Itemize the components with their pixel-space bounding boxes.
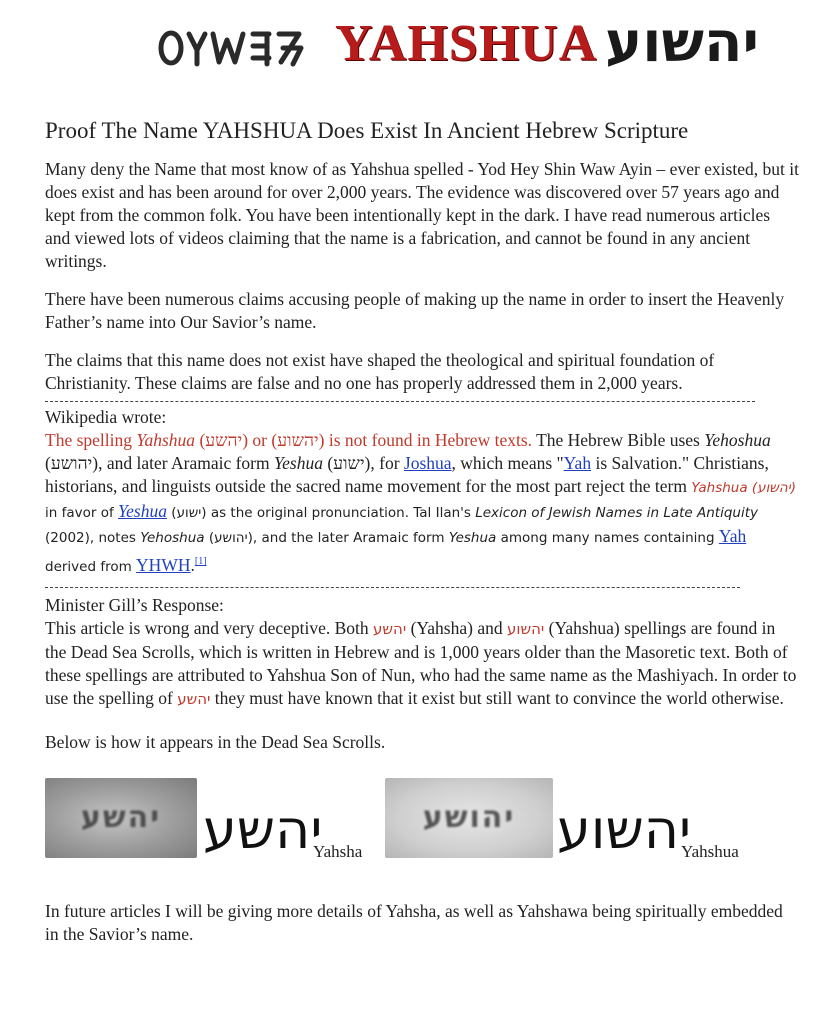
quote-text: , which means " bbox=[451, 453, 564, 473]
quote-text: (ישוע), for bbox=[322, 453, 404, 473]
scroll-caption-yahsha: Yahsha bbox=[313, 841, 363, 861]
quote-text: (2002), notes bbox=[45, 530, 141, 546]
scroll-image-yahshua bbox=[385, 778, 553, 858]
response-part: they must have known that it exist but still want to convince the world otherwise. bbox=[210, 687, 784, 708]
scroll-evidence-row bbox=[45, 778, 799, 870]
response-part: (Yahsha) and bbox=[406, 617, 507, 638]
response-text bbox=[45, 617, 799, 711]
footer-text: In future articles I will be giving more details of Yahsha, as well as Yahshawa being spiritually embedded in the Savior’s name. bbox=[45, 900, 783, 944]
claim-red-b: (יהשע) or (יהשוע) is not found in Hebrew texts. bbox=[195, 430, 533, 450]
reference-link[interactable]: [1] bbox=[194, 556, 207, 567]
scroll-image-yahsha bbox=[45, 778, 197, 858]
paragraph-3: The claims that this name does not exist have shaped the theological and spiritual foundation of Christianity. These claims are false and no one has properly addressed them in 2,000 years. bbox=[45, 350, 715, 393]
paleo-hebrew-logo bbox=[157, 26, 329, 70]
response-part: This article is wrong and very deceptive. Both bbox=[45, 617, 374, 638]
scroll-hebrew-yahsha: יהשע bbox=[203, 797, 323, 861]
term-yehoshua: Yehoshua bbox=[704, 430, 771, 450]
quote-text: (יהושע), and the later Aramaic form bbox=[204, 530, 449, 546]
divider-bottom bbox=[45, 587, 740, 588]
paragraph-2: There have been numerous claims accusing people of making up the name in order to insert the Heavenly Father’s name into Our Savior’s name. bbox=[45, 289, 785, 332]
link-yeshua[interactable]: Yeshua bbox=[118, 501, 167, 521]
wikipedia-label: Wikipedia wrote: bbox=[45, 407, 167, 427]
term-yehoshua-2: Yehoshua bbox=[140, 530, 205, 546]
scrolls-intro: Below is how it appears in the Dead Sea Scrolls. bbox=[45, 731, 386, 752]
banner bbox=[45, 0, 799, 92]
quote-text: (ישוע) as the original pronunciation. Tal Ilan's bbox=[167, 505, 476, 521]
claim-red-a: The spelling bbox=[45, 430, 137, 450]
quote-text: derived from bbox=[45, 558, 137, 575]
claim-red-yahshua: Yahshua bbox=[136, 430, 196, 450]
scroll-fragment-yahsha: יהשע bbox=[80, 799, 162, 835]
hebrew-yahshua: יהשוע bbox=[506, 619, 545, 638]
link-yah-2[interactable]: Yah bbox=[718, 526, 747, 546]
paragraph-1: Many deny the Name that most know of as Yahshua spelled - Yod Hey Shin Waw Ayin – ever existed, but it does exist and has been around for over 2,000 years. The evidence was discovered over 57 years ago and kept from the common folk. You have been intentionally kept in the dark. I have read numerous articles and viewed lots of videos claiming that the name is a fabrication, and cannot be found in any ancient writings. bbox=[45, 159, 799, 271]
hebrew-yahsha-2: יהשע bbox=[177, 689, 211, 708]
banner-title: YAHSHUA bbox=[335, 15, 598, 72]
term-yahshua-red: Yahshua (יהשוע) bbox=[691, 480, 796, 496]
term-yeshua-2: Yeshua bbox=[448, 530, 497, 546]
response-part: (Yahshua) spellings are found in the Dead Sea Scrolls, which is written in Hebrew and is 1,000 years older than the Masoretic text. Both of these spellings are attributed to Yahshua Son of Nun, who had the same name as the Mashiyach. In order to use the spelling of bbox=[45, 617, 797, 708]
divider-top bbox=[45, 401, 755, 402]
hebrew-yahsha: יהשע bbox=[373, 619, 407, 638]
article-heading: Proof The Name YAHSHUA Does Exist In Ancient Hebrew Scripture bbox=[45, 118, 689, 143]
banner-hebrew: יהשוע bbox=[605, 10, 759, 75]
quote-text: (יהושע), and later Aramaic form bbox=[45, 453, 274, 473]
term-yeshua: Yeshua bbox=[274, 453, 323, 473]
scroll-caption-yahshua: Yahshua bbox=[681, 841, 739, 861]
wikipedia-quote bbox=[45, 429, 799, 579]
quote-text: in favor of bbox=[45, 505, 119, 521]
quote-text: The Hebrew Bible uses bbox=[532, 430, 705, 450]
quote-text: among many names containing bbox=[496, 530, 719, 546]
link-yah[interactable]: Yah bbox=[563, 453, 592, 473]
link-joshua[interactable]: Joshua bbox=[403, 453, 452, 473]
scroll-fragment-yahshua: יהושע bbox=[422, 799, 516, 835]
term-lexicon: Lexicon of Jewish Names in Late Antiquity bbox=[475, 505, 758, 521]
quote-text: . bbox=[190, 554, 195, 575]
scroll-hebrew-yahshua: יהשוע bbox=[557, 797, 692, 861]
quote-text: is Salvation." Christians, historians, and linguists outside the sacred name movement for the most part reject the term bbox=[45, 453, 769, 496]
link-yhwh[interactable]: YHWH bbox=[136, 554, 191, 575]
response-label: Minister Gill’s Response: bbox=[45, 594, 224, 615]
